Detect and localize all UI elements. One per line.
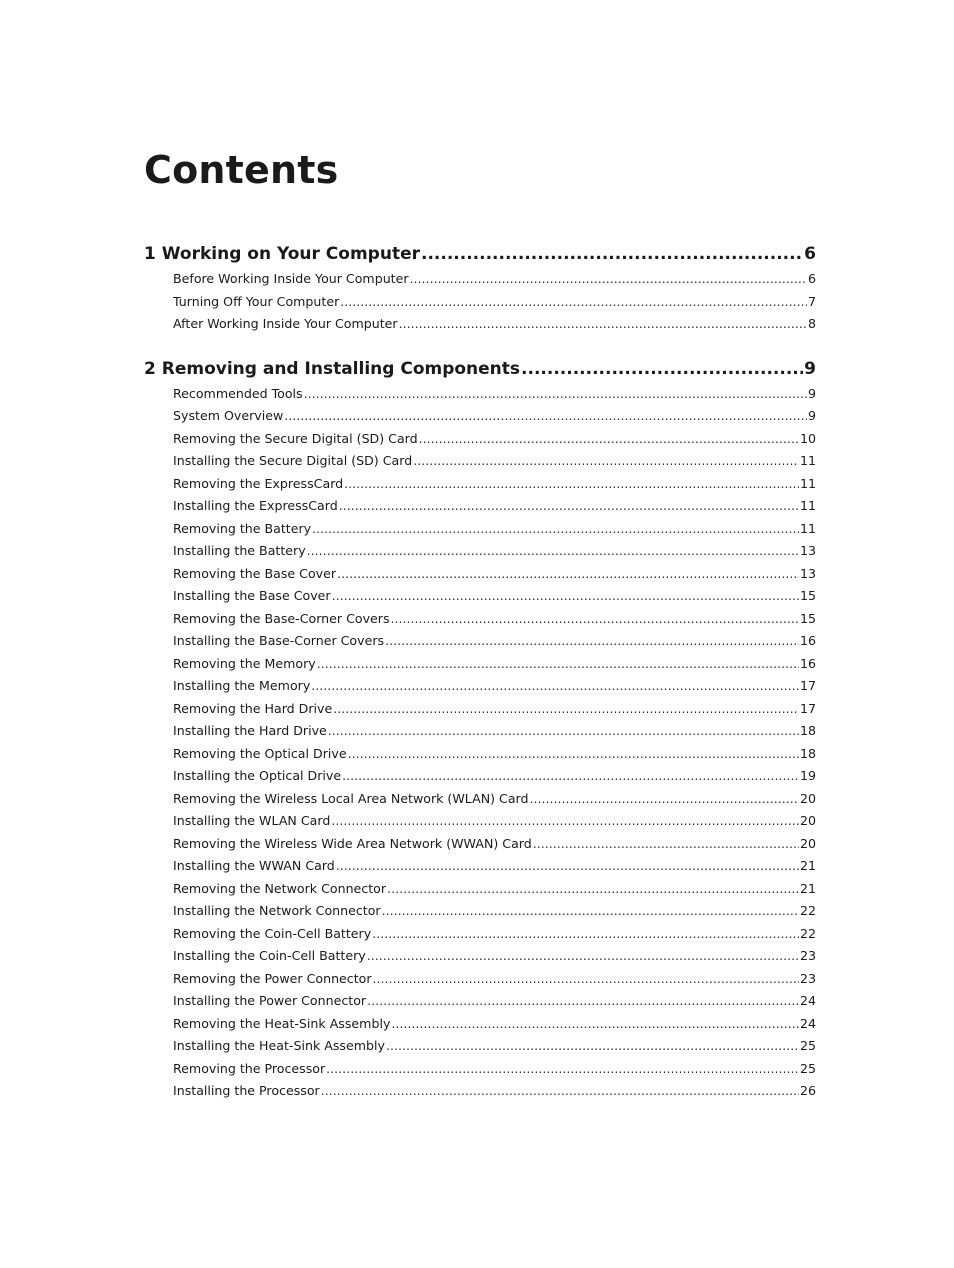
dot-leader: [399, 313, 807, 336]
dot-leader: [337, 563, 799, 586]
toc-section-entry-page-number: 22: [799, 903, 816, 918]
dot-leader: [328, 720, 799, 743]
toc-section-entry-page-number: 20: [799, 835, 816, 851]
toc-section-entry[interactable]: [144, 945, 816, 968]
toc-section-entry[interactable]: [144, 1080, 816, 1103]
toc-chapter-entry-label: 1 Working on Your Computer: [144, 244, 420, 264]
dot-leader: [391, 608, 799, 631]
toc-section-entry[interactable]: [144, 518, 816, 541]
toc-section-entry[interactable]: [144, 698, 816, 721]
toc-section-entry-label: Recommended Tools: [173, 385, 303, 401]
toc-section-entry-label: Removing the Wireless Local Area Network (WLAN) Card: [173, 790, 529, 806]
toc-section-entry[interactable]: [144, 495, 816, 518]
toc-section-entry-page-number: 22: [799, 925, 816, 941]
toc-section-entry-label: Removing the Network Connector: [173, 880, 387, 896]
toc-section-entry-page-number: 18: [799, 723, 816, 738]
toc-section-entry[interactable]: [144, 900, 816, 923]
toc-section-entry-label: Installing the Secure Digital (SD) Card: [173, 453, 413, 468]
dot-leader: [307, 540, 799, 563]
toc-chapter-entry[interactable]: [144, 355, 816, 383]
toc-section-entry-label: Before Working Inside Your Computer: [173, 271, 409, 286]
page-title: Contents: [144, 148, 339, 192]
toc-section-entry[interactable]: [144, 990, 816, 1013]
toc-section-entry-page-number: 7: [807, 293, 816, 309]
toc-section-entry[interactable]: [144, 810, 816, 833]
dot-leader: [391, 1013, 799, 1036]
toc-section-entry-label: Installing the Processor: [173, 1083, 320, 1098]
toc-section-entry-page-number: 26: [799, 1083, 816, 1098]
toc-section-entry-page-number: 15: [799, 610, 816, 626]
toc-section-entry-label: Installing the WWAN Card: [173, 858, 335, 873]
dot-leader: [321, 1080, 799, 1103]
toc-section-entry-label: Installing the Optical Drive: [173, 768, 342, 783]
toc-section-entry-page-number: 16: [799, 655, 816, 671]
toc-section-entry-label: Removing the Processor: [173, 1060, 326, 1076]
toc-section-entry[interactable]: [144, 720, 816, 743]
dot-leader: [382, 900, 799, 923]
toc-section-entry-page-number: 25: [799, 1038, 816, 1053]
dot-leader: [367, 945, 799, 968]
toc-section-entry-page-number: 9: [807, 385, 816, 401]
toc-section-entry-label: After Working Inside Your Computer: [173, 316, 398, 331]
dot-leader: [332, 585, 799, 608]
toc-section-entry[interactable]: [144, 765, 816, 788]
dot-leader: [385, 630, 799, 653]
toc-section-entry[interactable]: [144, 383, 816, 406]
toc-section-entry-label: Installing the Memory: [173, 678, 311, 693]
toc-section-entry-page-number: 16: [799, 633, 816, 648]
toc-section-entry-page-number: 10: [799, 430, 816, 446]
dot-leader: [386, 1035, 799, 1058]
toc-section-entry-label: Installing the Hard Drive: [173, 723, 327, 738]
dot-leader: [530, 788, 799, 811]
toc-section-entry-page-number: 8: [807, 316, 816, 331]
toc-section-entry-page-number: 21: [799, 880, 816, 896]
toc-section-entry[interactable]: [144, 630, 816, 653]
toc-section-entry[interactable]: [144, 450, 816, 473]
toc-section-entry-label: Removing the Coin-Cell Battery: [173, 925, 372, 941]
toc-section-entry[interactable]: [144, 268, 816, 291]
toc-section-entry-label: Installing the Coin-Cell Battery: [173, 948, 366, 963]
dot-leader: [326, 1058, 799, 1081]
dot-leader: [410, 268, 807, 291]
toc-section-entry[interactable]: [144, 313, 816, 336]
toc-section-entry-label: Installing the WLAN Card: [173, 813, 331, 828]
dot-leader: [387, 878, 799, 901]
toc-section-entry-label: Removing the Power Connector: [173, 970, 372, 986]
dot-leader: [521, 355, 803, 383]
dot-leader: [344, 473, 799, 496]
toc-section-entry-page-number: 21: [799, 858, 816, 873]
toc-chapter: [144, 355, 816, 1103]
toc-section-entry[interactable]: [144, 405, 816, 428]
toc-section-entry-page-number: 6: [807, 271, 816, 286]
toc-section-entry[interactable]: [144, 923, 816, 946]
dot-leader: [413, 450, 799, 473]
toc-section-entry-page-number: 15: [799, 588, 816, 603]
dot-leader: [312, 518, 799, 541]
toc-section-entry[interactable]: [144, 473, 816, 496]
toc-section-entry-label: Installing the Battery: [173, 543, 306, 558]
dot-leader: [367, 990, 799, 1013]
toc-section-entry[interactable]: [144, 855, 816, 878]
toc-section-entry-page-number: 13: [799, 565, 816, 581]
toc-section-entry[interactable]: [144, 428, 816, 451]
toc-section-entry[interactable]: [144, 968, 816, 991]
dot-leader: [339, 495, 799, 518]
dot-leader: [317, 653, 799, 676]
toc-section-entry[interactable]: [144, 563, 816, 586]
table-of-contents: [144, 240, 816, 1122]
toc-section-entry-label: Installing the Power Connector: [173, 993, 367, 1008]
toc-section-entry-label: Removing the Optical Drive: [173, 745, 347, 761]
toc-section-entry[interactable]: [144, 833, 816, 856]
toc-section-entry-label: Turning Off Your Computer: [173, 293, 340, 309]
dot-leader: [342, 765, 799, 788]
toc-section-entry[interactable]: [144, 1013, 816, 1036]
toc-section-entry-page-number: 24: [799, 1015, 816, 1031]
toc-section-entry-label: Removing the Hard Drive: [173, 700, 333, 716]
toc-section-entry[interactable]: [144, 291, 816, 314]
toc-section-entry-page-number: 23: [799, 970, 816, 986]
dot-leader: [419, 428, 799, 451]
toc-section-entry-page-number: 23: [799, 948, 816, 963]
toc-section-entry-label: Removing the Base Cover: [173, 565, 337, 581]
toc-section-entry-page-number: 24: [799, 993, 816, 1008]
toc-section-entry-page-number: 11: [799, 498, 816, 513]
toc-section-entry-page-number: 19: [799, 768, 816, 783]
dot-leader: [533, 833, 799, 856]
toc-section-entry[interactable]: [144, 1035, 816, 1058]
toc-section-entry[interactable]: [144, 608, 816, 631]
toc-section-entry-page-number: 11: [799, 520, 816, 536]
toc-section-entry-label: Removing the Wireless Wide Area Network (WWAN) Card: [173, 835, 532, 851]
toc-section-entry-label: Installing the Base-Corner Covers: [173, 633, 385, 648]
toc-section-entry-label: Removing the ExpressCard: [173, 475, 344, 491]
dot-leader: [372, 923, 799, 946]
dot-leader: [348, 743, 799, 766]
dot-leader: [311, 675, 799, 698]
toc-section-entry-label: Removing the Base-Corner Covers: [173, 610, 390, 626]
toc-section-entry-page-number: 25: [799, 1060, 816, 1076]
dot-leader: [331, 810, 799, 833]
toc-section-entry[interactable]: [144, 878, 816, 901]
toc-section-entry-label: Removing the Memory: [173, 655, 316, 671]
toc-section-entry[interactable]: [144, 743, 816, 766]
toc-section-entry[interactable]: [144, 1058, 816, 1081]
toc-section-entry-label: Installing the Network Connector: [173, 903, 381, 918]
toc-section-entry[interactable]: [144, 675, 816, 698]
toc-section-entry[interactable]: [144, 788, 816, 811]
toc-section-entry[interactable]: [144, 540, 816, 563]
toc-section-entry-page-number: 17: [799, 678, 816, 693]
toc-section-entry-page-number: 17: [799, 700, 816, 716]
toc-section-entry-label: Installing the Heat-Sink Assembly: [173, 1038, 385, 1053]
toc-section-entry-page-number: 11: [799, 453, 816, 468]
toc-section-entry[interactable]: [144, 585, 816, 608]
toc-section-entry-label: Installing the ExpressCard: [173, 498, 338, 513]
dot-leader: [421, 240, 803, 268]
toc-section-entry-page-number: 11: [799, 475, 816, 491]
toc-section-entry[interactable]: [144, 653, 816, 676]
toc-chapter: [144, 240, 816, 336]
toc-chapter-entry-page-number: 9: [804, 358, 816, 379]
toc-section-entry-label: Removing the Secure Digital (SD) Card: [173, 430, 418, 446]
dot-leader: [333, 698, 799, 721]
toc-chapter-entry-page-number: 6: [804, 244, 816, 264]
toc-section-entry-label: Installing the Base Cover: [173, 588, 331, 603]
toc-section-entry-label: Removing the Heat-Sink Assembly: [173, 1015, 391, 1031]
toc-section-entry-page-number: 13: [799, 543, 816, 558]
dot-leader: [284, 405, 807, 428]
toc-section-entry-label: Removing the Battery: [173, 520, 312, 536]
toc-section-entry-page-number: 18: [799, 745, 816, 761]
toc-section-entry-page-number: 20: [799, 790, 816, 806]
toc-section-entry-page-number: 20: [799, 813, 816, 828]
dot-leader: [336, 855, 799, 878]
dot-leader: [373, 968, 799, 991]
dot-leader: [304, 383, 807, 406]
toc-section-entry-label: System Overview: [173, 408, 284, 423]
toc-section-entry-page-number: 9: [807, 408, 816, 423]
dot-leader: [340, 291, 807, 314]
toc-chapter-entry[interactable]: [144, 240, 816, 268]
toc-chapter-entry-label: 2 Removing and Installing Components: [144, 358, 521, 379]
